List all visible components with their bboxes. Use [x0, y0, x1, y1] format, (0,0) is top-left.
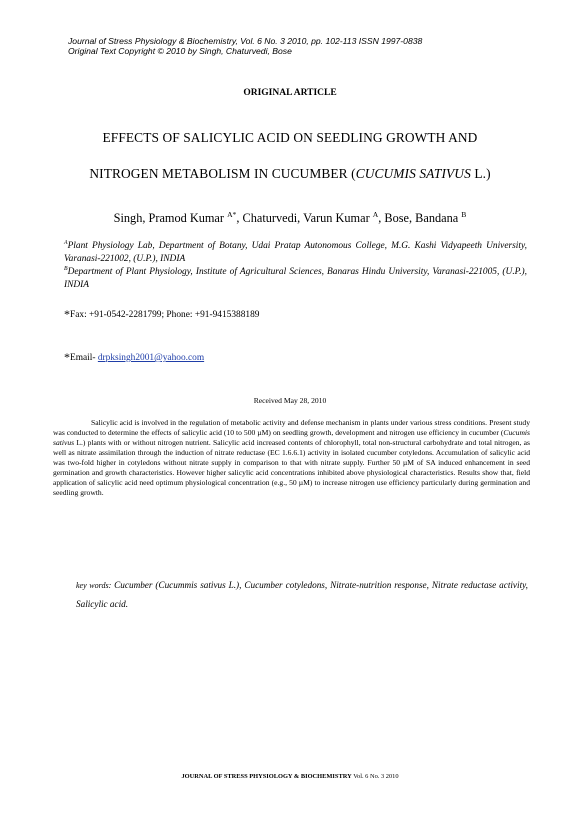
author-list — [0, 211, 580, 226]
email-asterisk: * — [64, 350, 70, 364]
keywords-label: key words: — [76, 581, 112, 590]
affiliation-a-marker: A — [64, 239, 68, 246]
received-date: Received May 28, 2010 — [253, 396, 327, 405]
abstract — [53, 418, 530, 498]
copyright-line: Original Text Copyright © 2010 by Singh, Chaturvedi, Bose — [68, 46, 292, 56]
page-footer — [0, 773, 580, 780]
author-2-affiliation: A — [372, 209, 379, 219]
abstract-part-2: L.) plants with or without nitrogen nutrient. Salicylic acid increased contents of chlorophyll, total non-structural carbohydrate and total nitrogen, as well as nitrate assimilation through the induction of nitrate reductase (EC 1.6.6.1) activity in isolated cucumber cotyledons. Accumulation of salicylic acid was two-fold higher in cotyledons without nitrate supply in comparison to that with nitrate supply. Further 50 µM of SA induced enhancement in seed germination and growth characteristics. However higher salicylic acid concentrations inhibited above physiological characteristics. Results show that, field application of salicylic acid need optimum physiological concentration (e.g., 50 µM) to increase nitrogen use efficiency particularly during germination and seedling growth. — [53, 438, 530, 497]
author-3-affiliation: B — [461, 209, 467, 219]
affiliation-a — [64, 240, 527, 265]
keywords-text: Cucumber (Cucummis sativus L.), Cucumber cotyledons, Nitrate-nutrition response, Nitrate reductase activity, Salicylic acid. — [76, 580, 528, 609]
footer-issue: Vol. 6 No. 3 2010 — [351, 773, 399, 780]
journal-citation: Journal of Stress Physiology & Biochemistry, Vol. 6 No. 3 2010, pp. 102-113 ISSN 1997-0838 — [68, 36, 423, 46]
affiliation-b-marker: B — [64, 265, 68, 272]
title-line-1: EFFECTS OF SALICYLIC ACID ON SEEDLING GROWTH AND — [102, 130, 478, 145]
corresponding-asterisk: * — [64, 307, 70, 321]
affiliation-b-text: Department of Plant Physiology, Institute of Agricultural Sciences, Banaras Hindu University, Varanasi-221005, (U.P.), INDIA — [64, 267, 527, 290]
title-prefix: NITROGEN METABOLISM IN CUCUMBER ( — [89, 166, 356, 181]
keywords — [76, 576, 528, 614]
affiliation-a-text: Plant Physiology Lab, Department of Botany, Udai Pratap Autonomous College, M.G. Kashi Vidyapeeth University, Varanasi-221002, (U.P.), INDIA — [64, 241, 527, 264]
email-line — [64, 350, 204, 365]
title-species: CUCUMIS SATIVUS — [355, 166, 471, 181]
email-link[interactable]: drpksingh2001@yahoo.com — [97, 353, 205, 363]
affiliation-b — [64, 266, 527, 291]
title-line-2 — [0, 166, 580, 182]
author-2: , Chaturvedi, Varun Kumar — [236, 211, 370, 225]
article-type: ORIGINAL ARTICLE — [243, 88, 337, 98]
phone-fax-text: Fax: +91-0542-2281799; Phone: +91-9415388189 — [70, 310, 260, 320]
email-label: Email- — [70, 353, 98, 363]
author-3: , Bose, Bandana — [378, 211, 459, 225]
title-suffix: L.) — [470, 166, 491, 181]
footer-journal: JOURNAL OF STRESS PHYSIOLOGY & BIOCHEMISTRY — [181, 773, 352, 780]
abstract-part-1: Salicylic acid is involved in the regulation of metabolic activity and defense mechanism in plants under various stress conditions. Present study was conducted to determine the effects of salicylic acid (10 to 500 µM) on seedling growth, development and nitrogen use efficiency in cucumber ( — [53, 418, 530, 437]
author-1: Singh, Pramod Kumar — [113, 211, 224, 225]
author-1-affiliation: A* — [227, 209, 237, 219]
abstract-species: Cucumis sativus — [53, 428, 530, 447]
phone-fax-line — [64, 307, 259, 322]
